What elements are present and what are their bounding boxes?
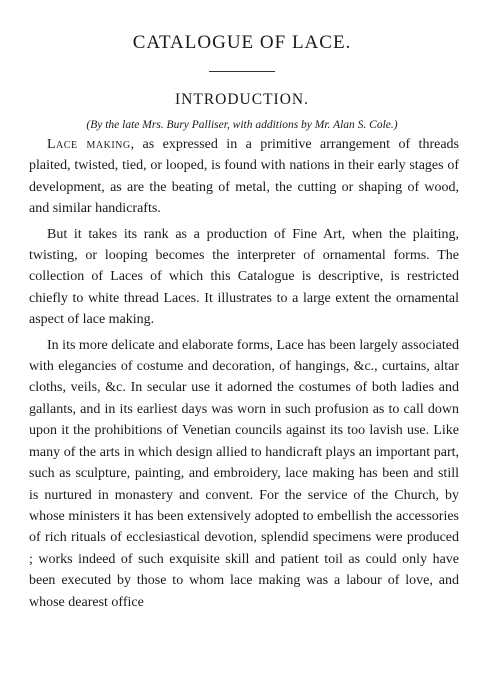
paragraph [29, 224, 459, 331]
section-heading: INTRODUCTION. [175, 91, 309, 108]
paragraph-lead: Lace making [47, 137, 131, 152]
author-byline: (By the late Mrs. Bury Palliser, with additions by Mr. Alan S. Cole.) [86, 119, 398, 131]
paragraph-text: In its more delicate and elaborate forms, Lace has been largely associated with elegancies of costume and decoration, of hangings, &c., curtains, altar cloths, veils, &c. In secular use it adorned the costumes of both ladies and gallants, and in its earliest days was worn in such profusion as to call down upon it the prohibitions of Venetian councils against its too lavish use. Like many of the arts in which design allied to handicraft plays an important part, such as sculpture, painting, and embroidery, lace making has been and still is nurtured in monastery and convent. For the service of the Church, by whose ministers it has been extensively adopted to embellish the accessories of rich rituals of ecclesiastical devotion, splendid specimens were produced ; works indeed of such exquisite skill and patient toil as could only have been executed by those to whom lace making was a labour of love, and whose dearest office [29, 337, 459, 610]
paragraph [29, 335, 459, 613]
page-title: CATALOGUE OF LACE. [132, 32, 352, 53]
body-text [29, 134, 459, 617]
title-divider [209, 71, 275, 72]
paragraph [29, 134, 459, 220]
paragraph-text: , as expressed in a primitive arrangement of threads plaited, twisted, tied, or looped, is found with nations in their early stages of development, as are the beating of metal, the cutting or shaping of wood, and similar handicrafts. [29, 137, 459, 217]
paragraph-text: But it takes its rank as a production of Fine Art, when the plaiting, twisting, or looping becomes the interpreter of ornamental forms. The collection of Laces of which this Catalogue is descriptive, is restricted chiefly to white thread Laces. It illustrates to a large extent the ornamental aspect of lace making. [29, 226, 459, 328]
